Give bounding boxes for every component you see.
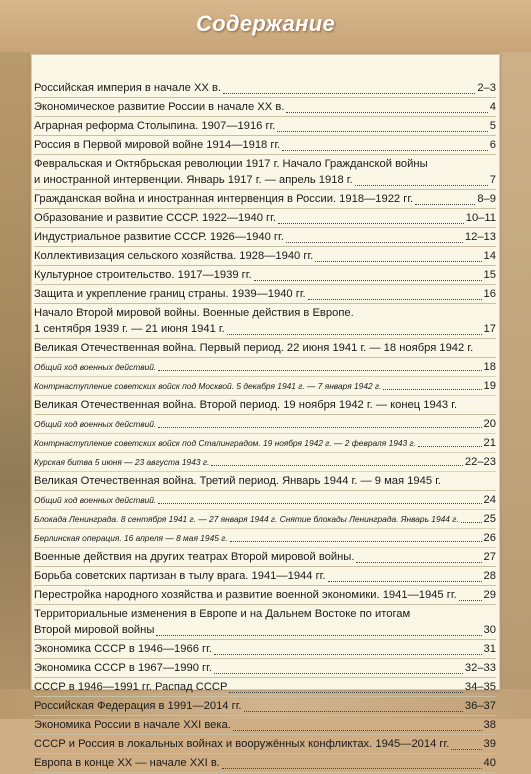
dot-leader [315, 253, 481, 262]
toc-page-number: 22–23 [464, 456, 496, 468]
toc-entry[interactable] [34, 229, 496, 245]
entry-divider [34, 227, 496, 228]
toc-entry-title: Контрнаступление советских войск под Сталинградом. 19 ноября 1942 г. — 2 февраля 1943 г. [34, 438, 416, 448]
toc-entry-title: Экономика СССР в 1967—1990 гг. [34, 662, 212, 674]
toc-entry[interactable] [34, 286, 496, 302]
dot-leader [214, 665, 463, 674]
toc-page-number: 40 [483, 757, 496, 769]
toc-page-number: 10–11 [465, 212, 496, 224]
dot-leader [156, 627, 481, 636]
dot-leader [356, 554, 481, 563]
toc-entry-title: Коллективизация сельского хозяйства. 1928—1940 гг. [34, 250, 314, 262]
background-left-texture [0, 52, 30, 719]
toc-page-number: 20 [483, 418, 496, 430]
page-title: Содержание [196, 11, 335, 36]
toc-entry[interactable] [34, 267, 496, 283]
entry-divider [34, 376, 496, 377]
toc-page-number: 2–3 [477, 82, 496, 94]
toc-page-number: 12–13 [464, 231, 496, 243]
toc-page-number: 30 [483, 624, 496, 636]
toc-page-number: 38 [483, 719, 496, 731]
dot-leader [223, 85, 475, 94]
toc-page-number: 36–37 [464, 700, 496, 712]
dot-leader [459, 592, 482, 601]
toc-entry[interactable] [34, 641, 496, 657]
entry-divider [34, 452, 496, 453]
toc-entry-title: Общий ход военных действий. [34, 419, 157, 429]
entry-divider [34, 566, 496, 567]
toc-entry-title: Российская Федерация в 1991—2014 гг. [34, 700, 242, 712]
toc-entry[interactable] [34, 305, 496, 337]
toc-entry-title: Общий ход военных действий. [34, 362, 157, 372]
dot-leader [286, 104, 487, 113]
toc-entry-title-line: Территориальные изменения в Европе и на Дальнем Востоке по итогам [34, 608, 411, 620]
entry-divider [34, 604, 496, 605]
dot-leader [254, 272, 482, 281]
dot-leader [233, 722, 482, 731]
toc-entry[interactable] [34, 660, 496, 676]
entry-divider [34, 338, 496, 339]
entry-divider [34, 734, 496, 735]
toc-entry[interactable] [34, 717, 496, 733]
entry-divider [34, 414, 496, 415]
background-right-texture [501, 52, 531, 719]
entry-divider [34, 154, 496, 155]
dot-leader [222, 760, 482, 769]
toc-entry[interactable] [34, 492, 496, 508]
toc-entry-title: Защита и укрепление границ страны. 1939—1940 гг. [34, 288, 306, 300]
toc-page-number: 8–9 [477, 193, 496, 205]
toc-entry[interactable] [34, 755, 496, 771]
entry-divider [34, 395, 496, 396]
toc-entry[interactable] [34, 156, 496, 188]
toc-page-number: 34–35 [464, 681, 496, 693]
toc-entry[interactable] [34, 511, 496, 527]
entry-divider [34, 189, 496, 190]
toc-page-number: 19 [483, 380, 496, 392]
toc-entry[interactable] [34, 698, 496, 714]
toc-entry-title: и иностранной интервенции. Январь 1917 г. — апрель 1918 г. [34, 174, 353, 186]
entry-divider [34, 303, 496, 304]
toc-entry-title: Гражданская война и иностранная интервенция в России. 1918—1922 гг. [34, 193, 414, 205]
toc-entry[interactable] [34, 473, 496, 489]
toc-entry[interactable] [34, 736, 496, 752]
toc-page-number: 14 [483, 250, 496, 262]
toc-entry-title: Берлинская операция. 16 апреля — 8 мая 1945 г. [34, 533, 228, 543]
dot-leader [451, 741, 481, 750]
entry-divider [34, 639, 496, 640]
entry-divider [34, 490, 496, 491]
toc-page-number: 15 [483, 269, 496, 281]
dot-leader [229, 684, 462, 693]
entry-divider [34, 772, 496, 773]
entry-divider [34, 97, 496, 98]
dot-leader [461, 517, 482, 523]
toc-entry[interactable] [34, 248, 496, 264]
toc-entry[interactable] [34, 416, 496, 432]
entry-divider [34, 528, 496, 529]
dot-leader [158, 422, 481, 428]
toc-entry-title: Образование и развитие СССР. 1922—1940 гг. [34, 212, 276, 224]
toc-page-number: 17 [483, 323, 496, 335]
dot-leader [230, 536, 482, 542]
dot-leader [227, 326, 482, 335]
toc-entry[interactable] [34, 210, 496, 226]
toc-entry[interactable] [34, 397, 496, 413]
entry-divider [34, 658, 496, 659]
toc-entry-title-line: Февральская и Октябрьская революции 1917 г. Начало Гражданской войны [34, 158, 428, 170]
dot-leader [158, 365, 481, 371]
entry-divider [34, 471, 496, 472]
toc-entry-title: Европа в конце XX — начале XXI в. [34, 757, 220, 769]
toc-page-number: 27 [483, 551, 496, 563]
toc-entry-title: Культурное строительство. 1917—1939 гг. [34, 269, 252, 281]
toc-entry-title: Экономика СССР в 1946—1966 гг. [34, 643, 212, 655]
entry-divider [34, 284, 496, 285]
toc-entry-title: Блокада Ленинграда. 8 сентября 1941 г. — 27 января 1944 г. Снятие блокады Ленинграда. Январь 1944 г. [34, 514, 459, 524]
toc-entry[interactable] [34, 99, 496, 115]
toc-entry-title: Аграрная реформа Столыпина. 1907—1916 гг. [34, 120, 276, 132]
entry-divider [34, 357, 496, 358]
entry-divider [34, 753, 496, 754]
dot-leader [158, 498, 481, 504]
toc-entry[interactable] [34, 118, 496, 134]
toc-entry-title: Военные действия на других театрах Второй мировой войны. [34, 551, 355, 563]
dot-leader [355, 177, 488, 186]
entry-divider [34, 246, 496, 247]
toc-page-number: 5 [489, 120, 496, 132]
dot-leader [211, 460, 463, 466]
dot-leader [383, 384, 481, 390]
toc-entry-title: Второй мировой войны [34, 624, 155, 636]
toc-entry-title: Великая Отечественная война. Третий период. Январь 1944 г. — 9 мая 1945 г. [34, 475, 442, 487]
toc-entry-title: СССР и Россия в локальных войнах и вооружённых конфликтах. 1945—2014 гг. [34, 738, 450, 750]
toc-entry-title: Общий ход военных действий. [34, 495, 157, 505]
entry-divider [34, 509, 496, 510]
entry-divider [34, 135, 496, 136]
table-of-contents [34, 80, 496, 774]
toc-page-number: 31 [483, 643, 496, 655]
toc-entry[interactable] [34, 378, 496, 394]
dot-leader [244, 703, 463, 712]
toc-entry[interactable] [34, 137, 496, 153]
dot-leader [282, 142, 487, 151]
toc-entry[interactable] [34, 191, 496, 207]
toc-entry-title: СССР в 1946—1991 гг. Распад СССР [34, 681, 228, 693]
toc-page-number: 24 [483, 494, 496, 506]
toc-entry[interactable] [34, 606, 496, 638]
toc-page-number: 39 [483, 738, 496, 750]
entry-divider [34, 116, 496, 117]
entry-divider [34, 208, 496, 209]
dot-leader [418, 441, 482, 447]
entry-divider [34, 547, 496, 548]
toc-page-number: 6 [489, 139, 496, 151]
toc-entry-title: Россия в Первой мировой войне 1914—1918 гг. [34, 139, 281, 151]
toc-page-number: 21 [483, 437, 496, 449]
toc-entry-title: 1 сентября 1939 г. — 21 июня 1941 г. [34, 323, 225, 335]
toc-entry-title-line: Начало Второй мировой войны. Военные действия в Европе. [34, 307, 354, 319]
entry-divider [34, 265, 496, 266]
entry-divider [34, 696, 496, 697]
entry-divider [34, 585, 496, 586]
toc-page-number: 7 [489, 174, 496, 186]
toc-page-number: 4 [489, 101, 496, 113]
toc-entry-title: Российская империя в начале XX в. [34, 82, 222, 94]
toc-entry-title: Великая Отечественная война. Второй период. 19 ноября 1942 г. — конец 1943 г. [34, 399, 458, 411]
toc-entry-title: Борьба советских партизан в тылу врага. 1941—1944 гг. [34, 570, 326, 582]
header [0, 0, 531, 48]
toc-page-number: 28 [483, 570, 496, 582]
dot-leader [328, 573, 482, 582]
toc-entry-title: Индустриальное развитие СССР. 1926—1940 гг. [34, 231, 284, 243]
toc-entry-title: Экономическое развитие России в начале XX в. [34, 101, 285, 113]
toc-page-number: 25 [483, 513, 496, 525]
toc-page-number: 18 [483, 361, 496, 373]
dot-leader [277, 123, 487, 132]
toc-entry-title: Перестройка народного хозяйства и развитие военной экономики. 1941—1945 гг. [34, 589, 457, 601]
toc-entry-title: Экономика России в начале XXI века. [34, 719, 231, 731]
entry-divider [34, 715, 496, 716]
toc-page-number: 32–33 [464, 662, 496, 674]
toc-entry[interactable] [34, 435, 496, 451]
toc-entry-title: Курская битва 5 июня — 23 августа 1943 г. [34, 457, 210, 467]
toc-entry[interactable] [34, 80, 496, 96]
toc-entry[interactable] [34, 359, 496, 375]
toc-entry[interactable] [34, 568, 496, 584]
dot-leader [308, 291, 482, 300]
toc-entry-title: Контрнаступление советских войск под Москвой. 5 декабря 1941 г. — 7 января 1942 г. [34, 381, 382, 391]
toc-entry[interactable] [34, 454, 496, 470]
toc-entry[interactable] [34, 530, 496, 546]
dot-leader [286, 234, 463, 243]
toc-page-number: 16 [483, 288, 496, 300]
toc-entry[interactable] [34, 340, 496, 356]
toc-entry[interactable] [34, 587, 496, 603]
entry-divider [34, 433, 496, 434]
dot-leader [415, 196, 475, 205]
dot-leader [278, 215, 464, 224]
toc-entry[interactable] [34, 549, 496, 565]
toc-page-number: 29 [483, 589, 496, 601]
toc-entry[interactable] [34, 679, 496, 695]
toc-page-number: 26 [483, 532, 496, 544]
dot-leader [214, 646, 482, 655]
entry-divider [34, 677, 496, 678]
toc-entry-title: Великая Отечественная война. Первый период. 22 июня 1941 г. — 18 ноября 1942 г. [34, 342, 474, 354]
